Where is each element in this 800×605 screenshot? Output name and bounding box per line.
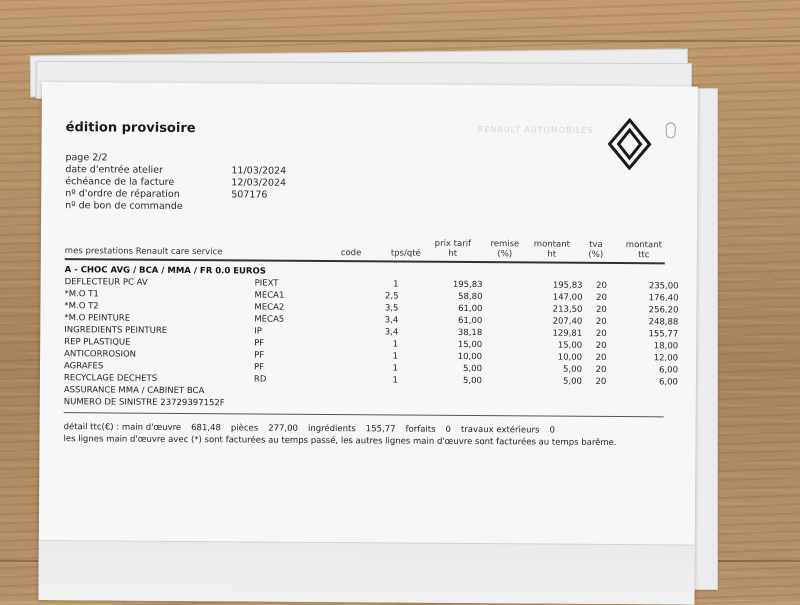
item-qty: 1 <box>368 351 398 361</box>
item-amount-ttc: 6,00 <box>630 365 678 375</box>
item-amount-ttc: 176,40 <box>630 293 678 303</box>
meta-label: nº de bon de commande <box>65 200 183 212</box>
item-description: INGREDIENTS PEINTURE <box>64 325 167 336</box>
item-amount-ht: 129,81 <box>534 328 582 338</box>
item-description: RECYCLAGE DECHETS <box>64 373 157 384</box>
col-header-amount-ht: montant ht <box>529 239 575 259</box>
item-description: DEFLECTEUR PC AV <box>65 277 148 288</box>
item-tva: 20 <box>586 365 616 375</box>
item-unit-price: 15,00 <box>434 340 482 350</box>
item-tva: 20 <box>586 305 616 315</box>
item-description: *M.O T1 <box>64 289 98 299</box>
item-unit-price: 195,83 <box>435 280 483 290</box>
summary-external: 0 <box>549 426 554 436</box>
item-amount-ht: 5,00 <box>534 376 582 386</box>
summary-note: les lignes main d'œuvre avec (*) sont facturées au temps passé, les autres lignes main d'œuvre sont facturées au temps barême. <box>63 434 616 448</box>
meta-label: nº d'ordre de réparation <box>65 188 180 200</box>
item-tva: 20 <box>587 281 617 291</box>
col-header-amount-ttc: montant ttc <box>621 240 667 260</box>
col-header-services: mes prestations Renault care service <box>65 246 223 257</box>
item-description: ASSURANCE MMA / CABINET BCA <box>64 385 205 396</box>
item-description: REP PLASTIQUE <box>64 337 130 347</box>
item-unit-price: 5,00 <box>434 364 482 374</box>
item-amount-ttc: 6,00 <box>630 377 678 387</box>
item-code: PF <box>254 338 264 348</box>
item-code: RD <box>254 374 267 384</box>
item-qty: 1 <box>368 363 398 373</box>
col-header-price: prix tarif ht <box>433 239 473 259</box>
item-amount-ht: 5,00 <box>534 364 582 374</box>
summary-parts-label: pièces <box>231 423 258 433</box>
summary-parts: 277,00 <box>268 424 298 434</box>
item-code: PF <box>254 362 264 372</box>
meta-value: 11/03/2024 <box>231 165 286 176</box>
item-code: PIEXT <box>255 278 279 288</box>
summary-ingredients-label: ingrédients <box>308 424 356 434</box>
item-amount-ttc: 155,77 <box>630 329 678 339</box>
summary-external-label: travaux extérieurs <box>461 425 540 436</box>
item-description: *M.O T2 <box>64 301 98 311</box>
item-qty: 3,4 <box>368 315 398 325</box>
meta-value: 12/03/2024 <box>231 177 286 188</box>
item-amount-ttc: 235,00 <box>631 281 679 291</box>
col-header-code: code <box>341 248 362 258</box>
item-description: AGRAFES <box>64 361 103 371</box>
item-tva: 20 <box>586 377 616 387</box>
item-tva: 20 <box>586 329 616 339</box>
bleed-through-text: RENAULT AUTOMOBILES <box>478 125 594 135</box>
item-description: NUMERO DE SINISTRE 23729397152F <box>64 397 225 408</box>
item-tva: 20 <box>586 353 616 363</box>
item-amount-ht: 213,50 <box>534 304 582 314</box>
col-header-discount: remise (%) <box>485 239 525 259</box>
item-code: MECA1 <box>254 290 284 300</box>
item-unit-price: 10,00 <box>434 352 482 362</box>
footer-rule <box>64 412 664 417</box>
item-unit-price: 61,00 <box>434 316 482 326</box>
item-code: PF <box>254 350 264 360</box>
summary-forfaits: 0 <box>446 425 451 435</box>
summary-label: détail ttc(€) : main d'œuvre <box>64 422 182 433</box>
item-description: *M.O PEINTURE <box>64 313 130 323</box>
item-tva: 20 <box>586 293 616 303</box>
item-code: MECA5 <box>254 314 284 324</box>
item-unit-price: 61,00 <box>434 304 482 314</box>
item-code: MECA2 <box>254 302 284 312</box>
item-qty: 1 <box>369 279 399 289</box>
item-tva: 20 <box>586 341 616 351</box>
item-qty: 2,5 <box>368 291 398 301</box>
meta-label: échéance de la facture <box>65 176 174 188</box>
wood-seam <box>0 40 800 42</box>
item-amount-ttc: 248,88 <box>630 317 678 327</box>
item-tva: 20 <box>586 317 616 327</box>
item-unit-price: 38,18 <box>434 328 482 338</box>
page-fold <box>38 540 694 605</box>
item-amount-ttc: 18,00 <box>630 341 678 351</box>
meta-label: date d'entrée atelier <box>65 164 163 176</box>
item-amount-ht: 195,83 <box>535 280 583 290</box>
item-amount-ttc: 256,20 <box>630 305 678 315</box>
item-amount-ht: 15,00 <box>534 340 582 350</box>
document-title: édition provisoire <box>66 120 196 136</box>
item-qty: 3,4 <box>368 327 398 337</box>
summary-forfaits-label: forfaits <box>406 425 436 435</box>
meta-value: 507176 <box>231 189 267 200</box>
invoice-page <box>38 82 698 605</box>
item-unit-price: 5,00 <box>434 376 482 386</box>
item-amount-ht: 147,00 <box>534 292 582 302</box>
paper-clip-icon <box>666 122 676 138</box>
item-qty: 1 <box>368 339 398 349</box>
item-amount-ht: 10,00 <box>534 352 582 362</box>
meta-label: page 2/2 <box>65 152 107 163</box>
item-amount-ttc: 12,00 <box>630 353 678 363</box>
item-qty: 1 <box>368 375 398 385</box>
ttc-summary <box>64 422 565 435</box>
summary-ingredients: 155,77 <box>366 424 396 434</box>
item-description: ANTICORROSION <box>64 349 136 360</box>
item-qty: 3,5 <box>368 303 398 313</box>
item-code: IP <box>254 326 262 336</box>
summary-labour: 681,48 <box>191 423 221 433</box>
col-header-tva: tva (%) <box>581 240 611 260</box>
item-amount-ht: 207,40 <box>534 316 582 326</box>
renault-logo-icon <box>607 118 651 170</box>
col-header-qty: tps/qté <box>381 248 421 258</box>
section-title: A - CHOC AVG / BCA / MMA / FR 0.0 EUROS <box>65 265 266 276</box>
item-unit-price: 58,80 <box>434 292 482 302</box>
